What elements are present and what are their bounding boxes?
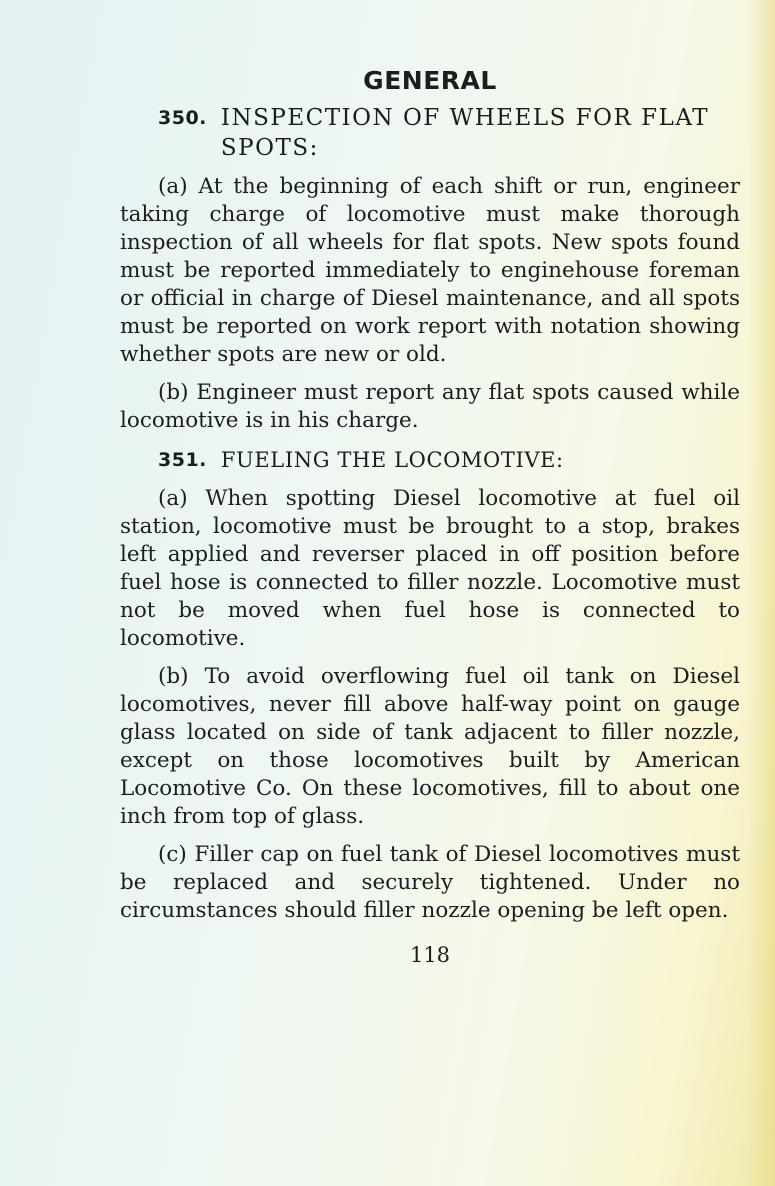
section-number: 351. bbox=[158, 449, 207, 471]
page-edge-shading bbox=[747, 0, 775, 1186]
page-number: 118 bbox=[409, 943, 451, 967]
paragraph-351-b: (b) To avoid overflowing fuel oil tank on Diesel locomotives, never fill above half-way point on gauge glass located on side of tank adjacent to filler nozzle, except on those locomotives built by American Locomotive Co. On these locomotives, fill to about one inch from top of glass. bbox=[120, 664, 740, 829]
section-title: FUELING THE LOCOMOTIVE: bbox=[220, 448, 564, 472]
section-heading-350 bbox=[120, 103, 740, 163]
section-heading-351 bbox=[120, 445, 740, 475]
section-title: INSPECTION OF WHEELS FOR FLAT SPOTS: bbox=[220, 105, 710, 161]
section-number: 350. bbox=[158, 107, 207, 129]
page-title: GENERAL bbox=[363, 66, 497, 95]
book-page bbox=[120, 60, 740, 967]
paragraph-350-a: (a) At the beginning of each shift or run, engineer taking charge of locomotive must make thorough inspection of all wheels for flat spots. New spots found must be reported immediately to enginehouse foreman or official in charge of Diesel maintenance, and all spots must be reported on work report with notation showing whether spots are new or old. bbox=[120, 174, 740, 367]
paragraph-351-c: (c) Filler cap on fuel tank of Diesel locomotives must be replaced and securely tightened. Under no circumstances should filler nozzle opening be left open. bbox=[120, 842, 740, 923]
paragraph-351-a: (a) When spotting Diesel locomotive at fuel oil station, locomotive must be brought to a stop, brakes left applied and reverser placed in off position before fuel hose is connected to filler nozzle. Locomotive must not be moved when fuel hose is connected to locomotive. bbox=[120, 486, 740, 651]
paragraph-350-b: (b) Engineer must report any flat spots caused while locomotive is in his charge. bbox=[120, 380, 740, 433]
